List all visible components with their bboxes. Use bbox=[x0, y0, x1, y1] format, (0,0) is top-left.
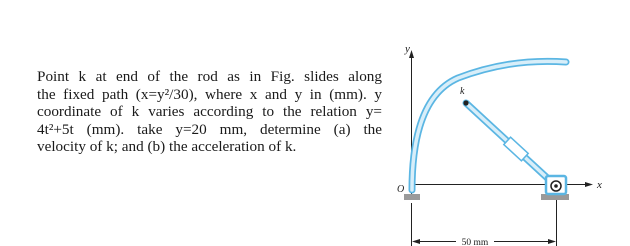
dimension-arrow-right bbox=[548, 239, 556, 244]
mechanism-figure bbox=[383, 0, 630, 246]
y-axis-label: y bbox=[405, 43, 410, 55]
problem-line-5: velocity of k; and (b) the acceleration of k. bbox=[37, 138, 297, 156]
point-k-marker bbox=[463, 100, 468, 105]
origin-label: O bbox=[397, 184, 405, 195]
point-k-label: k bbox=[460, 86, 465, 97]
problem-line-1: Point k at end of the rod as in Fig. slides along bbox=[37, 68, 382, 85]
problem-line-3: coordinate of k varies according to the relation y= bbox=[37, 103, 382, 121]
problem-line-2: the fixed path (x=y²/30), where x and y in (mm). y bbox=[37, 85, 382, 103]
mechanism-diagram bbox=[383, 0, 630, 246]
left-ground-support bbox=[404, 194, 420, 200]
problem-line-4: 4t²+5t (mm). take y=20 mm, determine (a) the bbox=[37, 120, 382, 138]
problem-statement bbox=[37, 68, 382, 156]
pivot-pin bbox=[554, 184, 558, 188]
x-axis-arrow bbox=[585, 182, 593, 187]
slider-block bbox=[504, 137, 528, 161]
dimension-label: 50 mm bbox=[461, 238, 489, 246]
x-axis-label: x bbox=[597, 179, 602, 191]
dimension-arrow-left bbox=[412, 239, 420, 244]
